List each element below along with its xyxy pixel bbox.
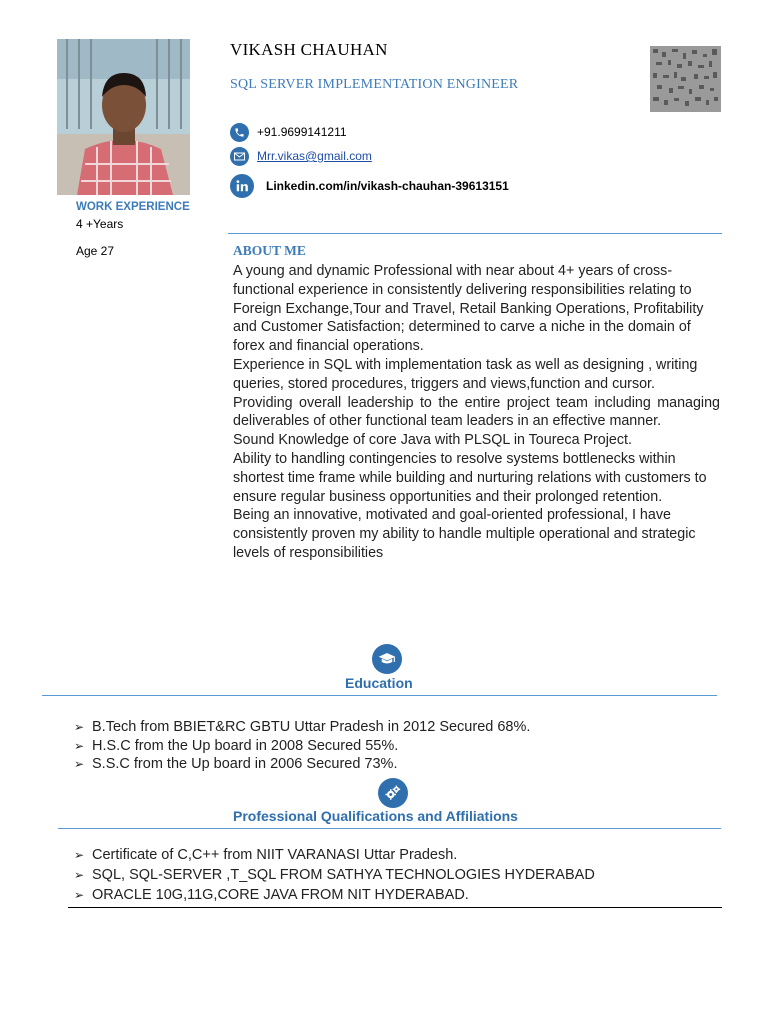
job-title: SQL SERVER IMPLEMENTATION ENGINEER xyxy=(230,77,519,92)
list-item: ➢ SQL, SQL-SERVER ,T_SQL FROM SATHYA TECHNOLOGIES HYDERABAD xyxy=(74,867,595,883)
email-link[interactable]: Mrr.vikas@gmail.com xyxy=(257,149,372,163)
about-paragraph: Sound Knowledge of core Java with PLSQL in Toureca Project. xyxy=(233,432,632,449)
phone-icon xyxy=(230,123,249,142)
qualifications-heading: Professional Qualifications and Affiliations xyxy=(233,808,518,824)
list-item: ➢ Certificate of C,C++ from NIIT VARANASI Uttar Pradesh. xyxy=(74,847,458,863)
about-paragraph: Being an innovative, motivated and goal-oriented professional, I have consistently proven my ability to handle multiple operational and strategic levels of responsibilities xyxy=(233,507,696,561)
age: Age 27 xyxy=(76,244,115,258)
list-item: ➢ B.Tech from BBIET&RC GBTU Uttar Pradesh in 2012 Secured 68%. xyxy=(74,719,531,736)
divider xyxy=(228,233,722,234)
gears-icon xyxy=(378,778,408,808)
mail-icon xyxy=(230,147,249,166)
qr-code xyxy=(650,46,721,112)
list-item: ➢ ORACLE 10G,11G,CORE JAVA FROM NIT HYDERABAD. xyxy=(74,887,469,903)
contact-email xyxy=(230,146,372,166)
about-paragraph: A young and dynamic Professional with near about 4+ years of cross-functional experience in consistently delivering responsibilities relating to Foreign Exchange,Tour and Travel, Retail Banking Operations, Profitability and Customer Satisfaction; determined to carve a niche in the domain of forex and financial operations. xyxy=(233,263,704,355)
bottom-rule xyxy=(68,907,722,908)
work-experience-label: WORK EXPERIENCE xyxy=(76,201,190,213)
divider xyxy=(42,695,717,696)
contact-linkedin xyxy=(230,173,509,199)
profile-photo xyxy=(57,39,190,195)
arrow-bullet-icon: ➢ xyxy=(74,738,85,753)
contact-phone xyxy=(230,122,347,142)
about-text xyxy=(233,262,720,563)
candidate-name: VIKASH CHAUHAN xyxy=(230,40,388,59)
about-paragraph: Ability to handling contingencies to resolve systems bottlenecks within shortest time frame while building and nurturing relations with customers to ensure regular business opportunities and their prolonged retention. xyxy=(233,450,707,505)
divider xyxy=(58,828,721,829)
arrow-bullet-icon: ➢ xyxy=(74,757,85,772)
work-experience-value: 4 +Years xyxy=(76,217,124,231)
about-heading: ABOUT ME xyxy=(233,243,306,258)
graduation-cap-icon xyxy=(372,644,402,674)
about-paragraph: Providing overall leadership to the entire project team including managing deliverables of other functional team leaders in an effective manner. xyxy=(233,394,720,430)
arrow-bullet-icon: ➢ xyxy=(74,720,85,735)
phone-number: +91.9699141211 xyxy=(257,125,347,139)
qualifications-list xyxy=(74,845,595,905)
arrow-bullet-icon: ➢ xyxy=(74,888,85,902)
arrow-bullet-icon: ➢ xyxy=(74,868,85,882)
list-item: ➢ S.S.C from the Up board in 2006 Secured 73%. xyxy=(74,756,398,773)
education-heading: Education xyxy=(345,675,413,691)
list-item: ➢ H.S.C from the Up board in 2008 Secured 55%. xyxy=(74,737,399,754)
linkedin-icon xyxy=(230,174,254,198)
about-paragraph: Experience in SQL with implementation task as well as designing , writing queries, stored procedures, triggers and views,function and cursor. xyxy=(233,356,698,392)
linkedin-url[interactable]: Linkedin.com/in/vikash-chauhan-39613151 xyxy=(266,179,509,193)
arrow-bullet-icon: ➢ xyxy=(74,848,85,862)
education-list xyxy=(74,718,530,774)
